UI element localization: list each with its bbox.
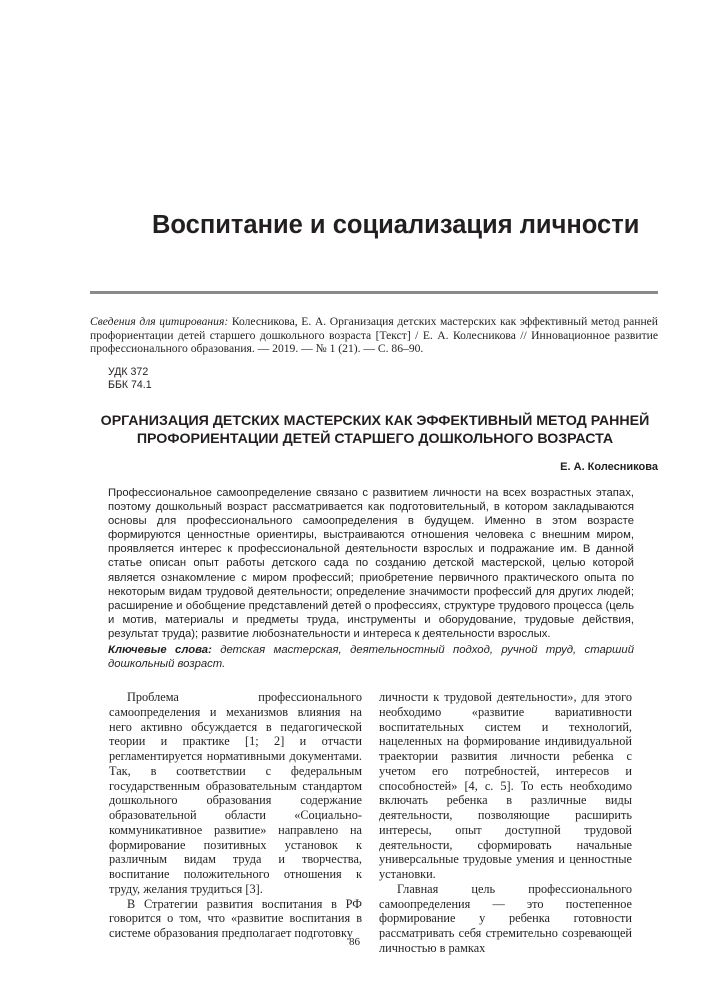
keywords — [108, 643, 634, 671]
keywords-label: Ключевые слова: — [108, 644, 212, 656]
body-paragraph: личности к трудовой деятельности», для этого необходимо «развитие вариативности воспитательных систем и технологий, нацеленных на формирование индивидуальной траектории развития личности ребенка с учетом его потребностей, интересов и способностей» [4, с. 5]. То есть необходимо включать ребенка в различные виды деятельности, позволяющие расширить интересы, опыт доступной трудовой деятельности, сформировать начальные универсальные трудовые умения и ценностные установки. — [379, 690, 632, 881]
body-paragraph: Проблема профессионального самоопределения и механизмов влияния на него активно обсуждается в педагогической теории и практике [1; 2] и отчасти регламентируется нормативными документами. Так, в соответствии с федеральным государственным образовательным стандартом дошкольного образования содержание образовательной области «Социально-коммуникативное развитие» направлено на формирование позитивных установок к различным видам труда и творчества, воспитание положительного отношения к труду, желания трудиться [3]. — [109, 690, 362, 896]
author: Е. А. Колесникова — [560, 461, 658, 473]
body-column-right — [379, 690, 632, 956]
classification-codes — [108, 366, 152, 392]
body-paragraph: В Стратегии развития воспитания в РФ говорится о том, что «развитие воспитания в системе образования предполагает подготовку — [109, 896, 362, 940]
section-title: Воспитание и социализация личности — [152, 211, 640, 239]
header-rule — [90, 291, 658, 294]
abstract — [108, 486, 634, 641]
citation-text: Колесникова, Е. А. Организация детских мастерских как эффективный метод ранней профориентации детей старшего дошкольного возраста [Текст] / Е. А. Колесникова // Инновационное развитие профессионального образования. — 2019. — № 1 (21). — С. 86–90. — [90, 315, 658, 356]
citation — [90, 315, 658, 356]
article-title: ОРГАНИЗАЦИЯ ДЕТСКИХ МАСТЕРСКИХ КАК ЭФФЕКТИВНЫЙ МЕТОД РАННЕЙ ПРОФОРИЕНТАЦИИ ДЕТЕЙ СТАРШЕГО ДОШКОЛЬНОГО ВОЗРАСТА — [100, 413, 650, 447]
page-number: 86 — [349, 936, 360, 948]
abstract-text: Профессиональное самоопределение связано с развитием личности на всех возрастных этапах, поэтому дошкольный возраст рассматривается как подготовительный, в котором закладываются основы для профессионального самоопределения в будущем. Именно в этом возрасте формируются ценностные ориентиры, выстраиваются отношения человека с внешним миром, проявляется интерес к профессиональной деятельности взрослых и подражание им. В данной статье описан опыт работы детского сада по созданию детской мастерской, целью которой является ознакомление с миром профессий; приобретение первичного практического опыта по некоторым видам трудовой деятельности; определение значимости профессий для других людей; расширение и обобщение представлений детей о профессиях, структуре трудового процесса (цель и мотив, материалы и предметы труда, инструменты и оборудование, трудовые действия, результат труда); развитие любознательности и интереса к деятельности взрослых. — [108, 487, 634, 640]
body-column-left — [109, 690, 362, 941]
bbk-code: ББК 74.1 — [108, 379, 152, 391]
udk-code: УДК 372 — [108, 366, 149, 378]
keywords-text: детская мастерская, деятельностный подход, ручной труд, старший дошкольный возраст. — [108, 644, 634, 671]
body-paragraph: Главная цель профессионального самоопределения — это постепенное формирование у ребенка готовности рассматривать себя стремительно созревающей личностью в рамках — [379, 881, 632, 955]
citation-lead: Сведения для цитирования: — [90, 315, 229, 328]
